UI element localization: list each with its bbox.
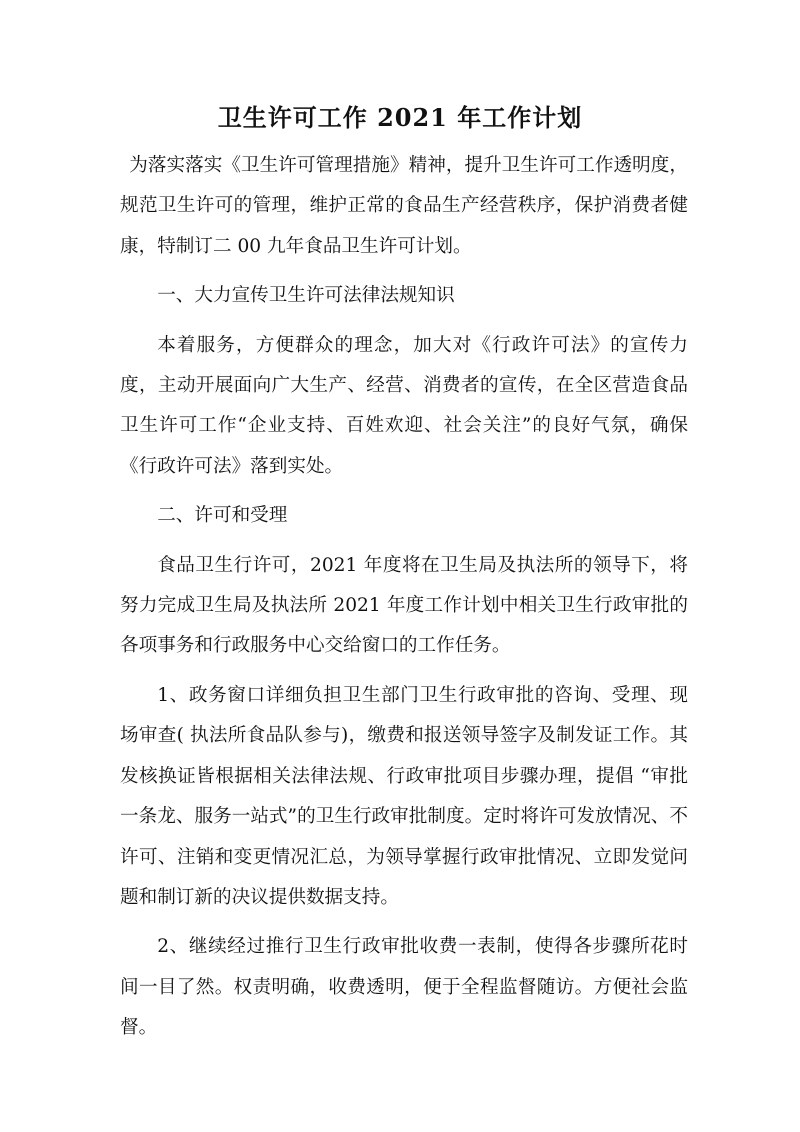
section-heading-2: 二、许可和受理 — [157, 505, 288, 527]
section-2-paragraph: 食品卫生行许可，2021 年度将在卫生局及执法所的领导下，将努力完成卫生局及执法所 2021 年度工作计划中相关卫生行政审批的各项事务和行政服务中心交给窗口的工作任务。 — [120, 554, 688, 657]
item-1-paragraph: 1、政务窗口详细负担卫生部门卫生行政审批的咨询、受理、现场审查( 执法所食品队参与)，缴费和报送领导签字及制发证工作。其发核换证皆根据相关法律法规、行政审批项目步骤办理，提倡 “审批一条龙、服务一站式”的卫生行政审批制度。定时将许可发放情况、不许可、注销和变更情况汇总，为领导掌握行政审批情况、立即发觉问题和制订新的决议提供数据支持。 — [120, 684, 688, 908]
page-title: 卫生许可工作 2021 年工作计划 — [217, 103, 583, 132]
intro-paragraph: 为落实落实《卫生许可管理措施》精神，提升卫生许可工作透明度，规范卫生许可的管理，维护正常的食品生产经营秩序，保护消费者健康，特制订二 00 九年食品卫生许可计划。 — [120, 155, 688, 257]
section-1-paragraph: 本着服务，方便群众的理念，加大对《行政许可法》的宣传力度，主动开展面向广大生产、经营、消费者的宣传，在全区营造食品卫生许可工作“企业支持、百姓欢迎、社会关注”的良好气氛，确保《行政许可法》落到实处。 — [120, 334, 688, 477]
document-body — [120, 146, 688, 1049]
section-heading-1: 一、大力宣传卫生许可法律法规知识 — [157, 285, 455, 307]
item-2-paragraph: 2、继续经过推行卫生行政审批收费一表制，使得各步骤所花时间一目了然。权责明确，收费透明，便于全程监督随访。方便社会监督。 — [120, 936, 688, 1039]
